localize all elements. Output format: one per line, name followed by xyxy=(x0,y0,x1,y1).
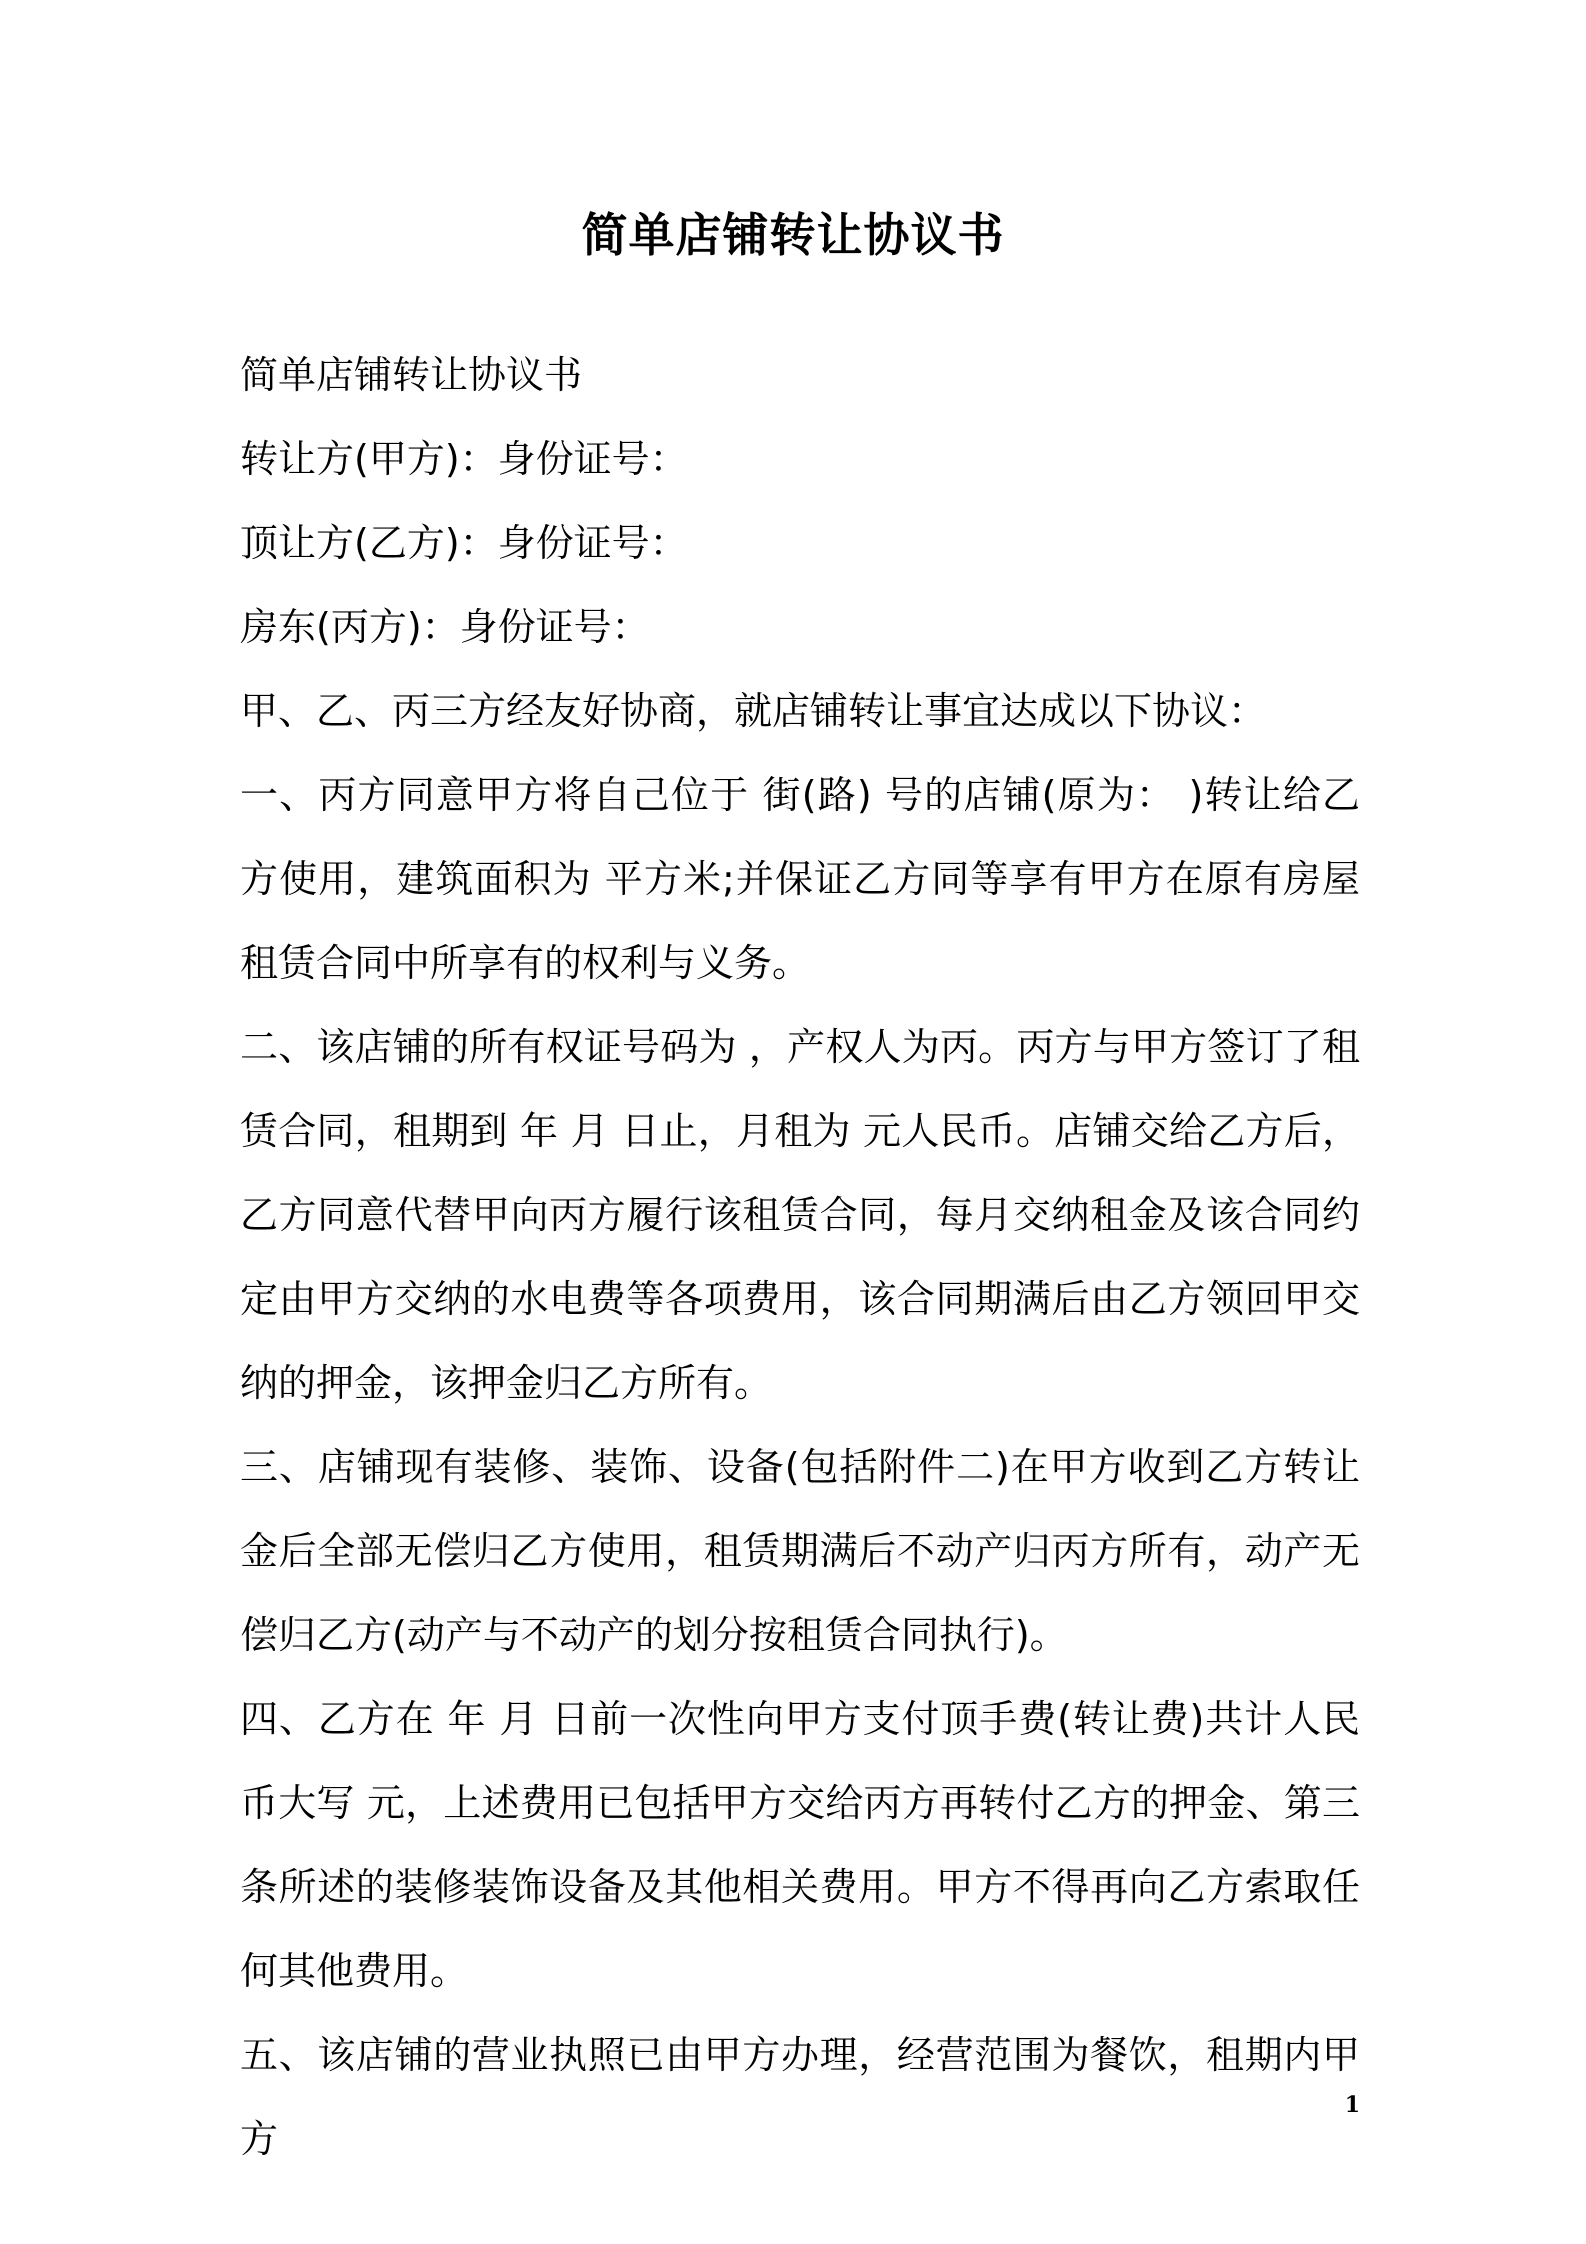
paragraph-preamble: 甲、乙、丙三方经友好协商，就店铺转让事宜达成以下协议： xyxy=(240,689,1267,733)
paragraph-clause-2: 二、该店铺的所有权证号码为 ，产权人为丙。丙方与甲方签订了租赁合同，租期到 年 月 日止，月租为 元人民币。店铺交给乙方后，乙方同意代替甲向丙方履行该租赁合同，每月交纳租金及该合同约定由甲方交纳的水电费等各项费用，该合同期满后由乙方领回甲交纳的押金，该押金归乙方所有。 xyxy=(240,1025,1360,1405)
document-body xyxy=(240,333,1360,2181)
paragraph-transferee: 顶让方(乙方)：身份证号： xyxy=(240,521,688,565)
paragraph-transferor: 转让方(甲方)：身份证号： xyxy=(240,437,688,481)
paragraph-clause-5: 五、该店铺的营业执照已由甲方办理，经营范围为餐饮，租期内甲方 xyxy=(240,2033,1360,2161)
paragraph-heading: 简单店铺转让协议书 xyxy=(240,353,583,397)
document-title: 简单店铺转让协议书 xyxy=(581,208,1005,262)
paragraph-landlord: 房东(丙方)：身份证号： xyxy=(240,605,650,649)
paragraph-clause-4: 四、乙方在 年 月 日前一次性向甲方支付顶手费(转让费)共计人民币大写 元，上述费用已包括甲方交给丙方再转付乙方的押金、第三条所述的装修装饰设备及其他相关费用。甲方不得再向乙方索取任何其他费用。 xyxy=(240,1697,1360,1993)
paragraph-clause-3: 三、店铺现有装修、装饰、设备(包括附件二)在甲方收到乙方转让金后全部无偿归乙方使用，租赁期满后不动产归丙方所有，动产无偿归乙方(动产与不动产的划分按租赁合同执行)。 xyxy=(240,1445,1360,1657)
paragraph-clause-1: 一、丙方同意甲方将自己位于 街(路) 号的店铺(原为： )转让给乙方使用，建筑面积为 平方米;并保证乙方同等享有甲方在原有房屋租赁合同中所享有的权利与义务。 xyxy=(240,773,1360,985)
page-number: 1 xyxy=(1344,2092,1360,2118)
